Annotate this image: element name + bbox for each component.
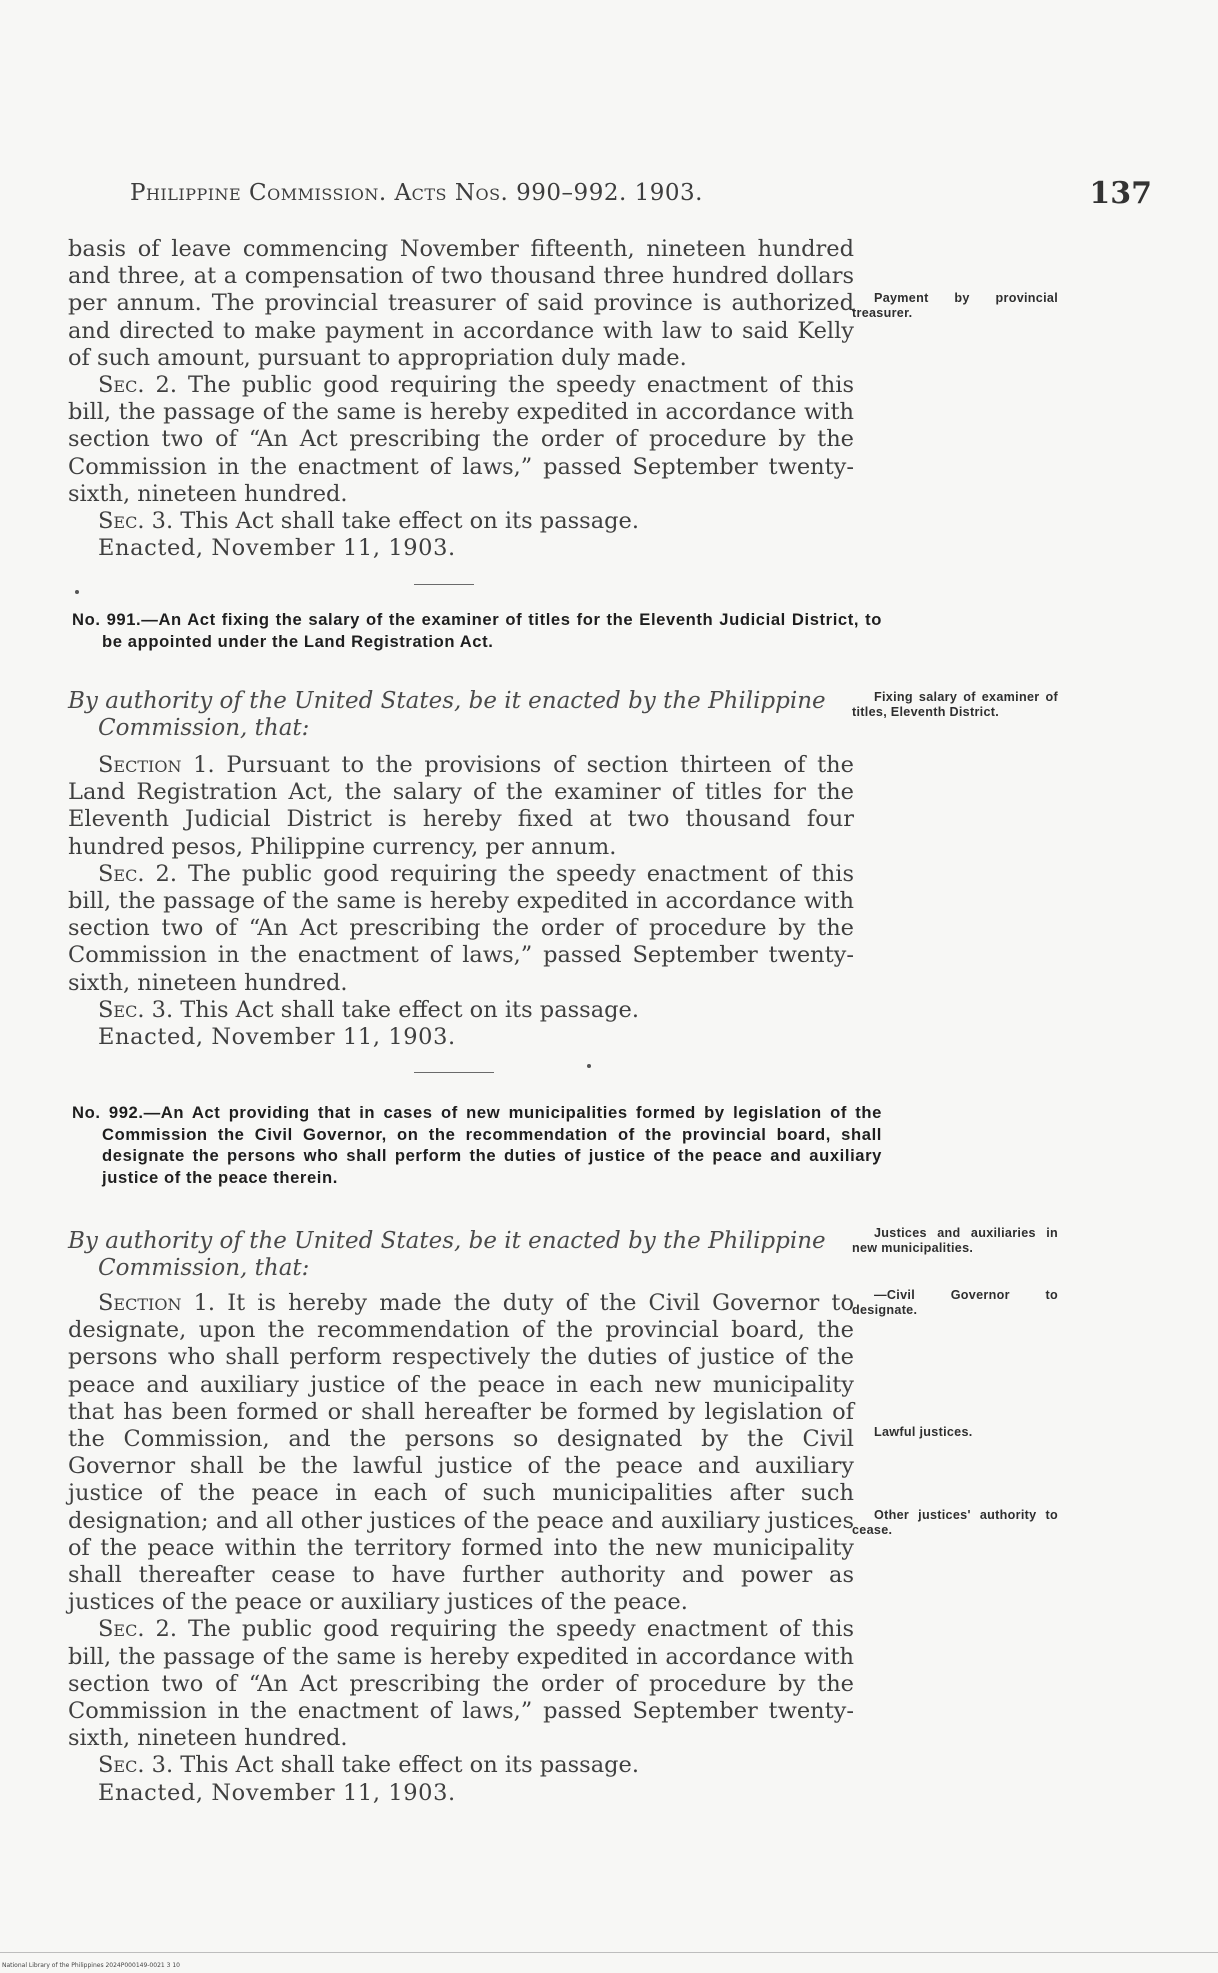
enacting-clause-line-2: Commission, that: — [98, 1255, 310, 1281]
sidenote-civil-governor: —Civil Governor to designate. — [852, 1288, 1058, 1317]
section-text: This Act shall take effect on its passage. — [180, 508, 639, 535]
act-991-enacted: Enacted, November 11, 1903. — [98, 1024, 456, 1051]
act-990-continuation — [68, 236, 854, 562]
sidenote-other-justices: Other justices' authority to cease. — [852, 1508, 1058, 1537]
act-991-heading: No. 991.—An Act fixing the salary of the examiner of titles for the Eleventh Judicial District, to be appointed under the Land Registration Act. — [72, 610, 882, 651]
act-992-section-2 — [68, 1616, 854, 1752]
page-number: 137 — [1089, 176, 1152, 211]
enacting-clause-line-1: By authority of the United States, be it enacted by the Philippine — [68, 1228, 826, 1254]
section-text: The public good requiring the speedy enactment of this bill, the passage of the same is hereby expedited in accordance with section two of “An Act prescribing the order of procedure by the Commission in the enactment of laws,” passed September twenty-sixth, nineteen hundred. — [68, 860, 854, 996]
act-992-enacted: Enacted, November 11, 1903. — [98, 1779, 456, 1806]
act-991-section-2 — [68, 861, 854, 997]
footer-credit: National Library of the Philippines 2024P000149-0021 3 10 — [2, 1962, 180, 1969]
section-text: The public good requiring the speedy enactment of this bill, the passage of the same is hereby expedited in accordance with section two of “An Act prescribing the order of procedure by the Commission in the enactment of laws,” passed September twenty-sixth, nineteen hundred. — [68, 1616, 854, 1752]
sidenote-payment: Payment by provincial treasurer. — [852, 291, 1058, 320]
act-992-body — [68, 1290, 854, 1807]
section-label: Section 1. — [98, 1290, 216, 1316]
separator-rule — [414, 1072, 494, 1073]
section-text: It is hereby made the duty of the Civil Governor to designate, upon the recommendation of the provincial board, the persons who shall perform respectively the duties of justice of the peace and auxiliary justice of the peace in each new municipality that has been formed or shall hereafter be formed by legislation of the Commission, and the persons so designated by the Civil Governor shall be the lawful justice of the peace and auxiliary justice of the peace in each of such municipalities after such designation; and all other justices of the peace and auxiliary justices of the peace within the territory formed into the new municipality shall thereafter cease to have further authority and power as justices of the peace or auxiliary justices of the peace. — [68, 1290, 854, 1616]
section-text: The public good requiring the speedy enactment of this bill, the passage of the same is hereby expedited in accordance with section two of “An Act prescribing the order of procedure by the Commission in the enactment of laws,” passed September twenty-sixth, nineteen hundred. — [68, 372, 854, 507]
running-head-title: Philippine Commission. Acts Nos. 990–992. 1903. — [130, 180, 703, 206]
running-head — [130, 176, 1152, 220]
act-992-section-3 — [68, 1752, 854, 1779]
act-990-section-3 — [68, 508, 854, 535]
act-992-enacting-clause — [68, 1228, 858, 1282]
act-992-section-1 — [68, 1290, 854, 1616]
section-text: This Act shall take effect on its passage. — [180, 996, 639, 1023]
footer-rule — [0, 1952, 1218, 1953]
section-label: Sec. 2. — [98, 860, 177, 887]
act-990-paragraph: basis of leave commencing November fifteenth, nineteen hundred and three, at a compensation of two thousand three hundred dollars per annum. The provincial treasurer of said province is authorized and directed to make payment in accordance with law to said Kelly of such amount, pursuant to appropriation duly made. — [68, 236, 854, 371]
section-label: Section 1. — [98, 752, 215, 778]
section-label: Sec. 3. — [98, 508, 174, 535]
act-990-section-2 — [68, 372, 854, 508]
section-label: Sec. 3. — [98, 1752, 174, 1779]
act-992-heading: No. 992.—An Act providing that in cases of new municipalities formed by legislation of the Commission the Civil Governor, on the recommendation of the provincial board, shall designate the persons who shall perform the duties of justice of the peace and auxiliary justice of the peace therein. — [72, 1103, 882, 1187]
act-990-enacted: Enacted, November 11, 1903. — [98, 535, 456, 562]
act-991-section-3 — [68, 997, 854, 1024]
act-991-enacting-clause — [68, 688, 858, 742]
act-991-body — [68, 752, 854, 1051]
act-991-section-1 — [68, 752, 854, 861]
stray-dot — [587, 1064, 591, 1068]
stray-dot — [75, 590, 79, 594]
enacting-clause-line-1: By authority of the United States, be it enacted by the Philippine — [68, 688, 826, 714]
sidenote-lawful-justices: Lawful justices. — [874, 1425, 973, 1439]
section-text: This Act shall take effect on its passage. — [180, 1752, 639, 1779]
separator-rule — [414, 584, 474, 585]
sidenote-justices: Justices and auxiliaries in new municipalities. — [852, 1226, 1058, 1255]
sidenote-fixing-salary: Fixing salary of examiner of titles, Eleventh District. — [852, 690, 1058, 719]
section-text: Pursuant to the provisions of section thirteen of the Land Registration Act, the salary of the examiner of titles for the Eleventh Judicial District is hereby fixed at two thousand four hundred pesos, Philippine currency, per annum. — [68, 752, 854, 860]
section-label: Sec. 3. — [98, 996, 174, 1023]
enacting-clause-line-2: Commission, that: — [98, 715, 310, 741]
section-label: Sec. 2. — [98, 372, 177, 399]
section-label: Sec. 2. — [98, 1616, 177, 1643]
